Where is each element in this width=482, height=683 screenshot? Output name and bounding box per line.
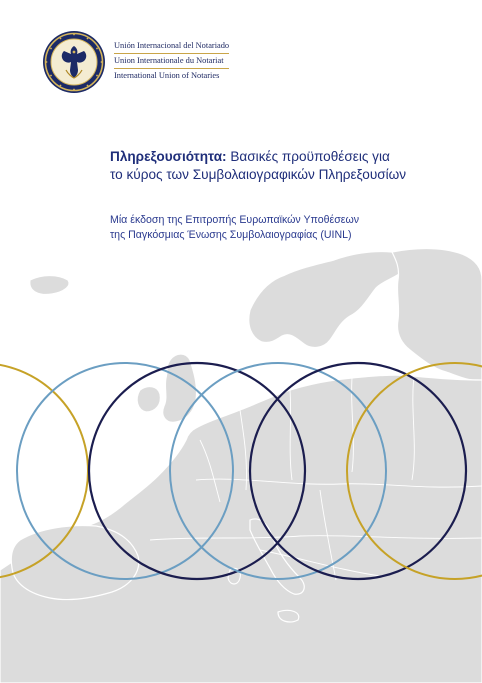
document-title — [110, 148, 470, 184]
ring-navy-center — [89, 363, 305, 579]
title-line-2: το κύρος των Συμβολαιογραφικών Πληρεξουσίων — [110, 167, 407, 182]
org-name-spanish: Unión Internacional del Notariado — [114, 40, 229, 54]
title-rest: Βασικές προϋποθέσεις για — [226, 149, 390, 164]
subtitle-line-2: της Παγκόσμιας Ένωσης Συμβολαιογραφίας (UINL) — [110, 228, 352, 241]
organization-names — [114, 40, 229, 84]
title-line-1 — [110, 148, 470, 166]
org-name-english: International Union of Notaries — [114, 71, 220, 80]
ring-gold-left — [0, 363, 88, 579]
subtitle-line-1: Μία έκδοση της Επιτροπής Ευρωπαϊκών Υποθέσεων — [110, 214, 360, 226]
org-name-french: Union Internationale du Notariat — [114, 55, 229, 69]
uinl-seal-icon — [42, 30, 106, 94]
ring-navy-right — [250, 363, 466, 579]
document-subtitle — [110, 213, 470, 242]
ring-gold-right — [347, 363, 482, 579]
title-bold: Πληρεξουσιότητα: — [110, 149, 227, 164]
